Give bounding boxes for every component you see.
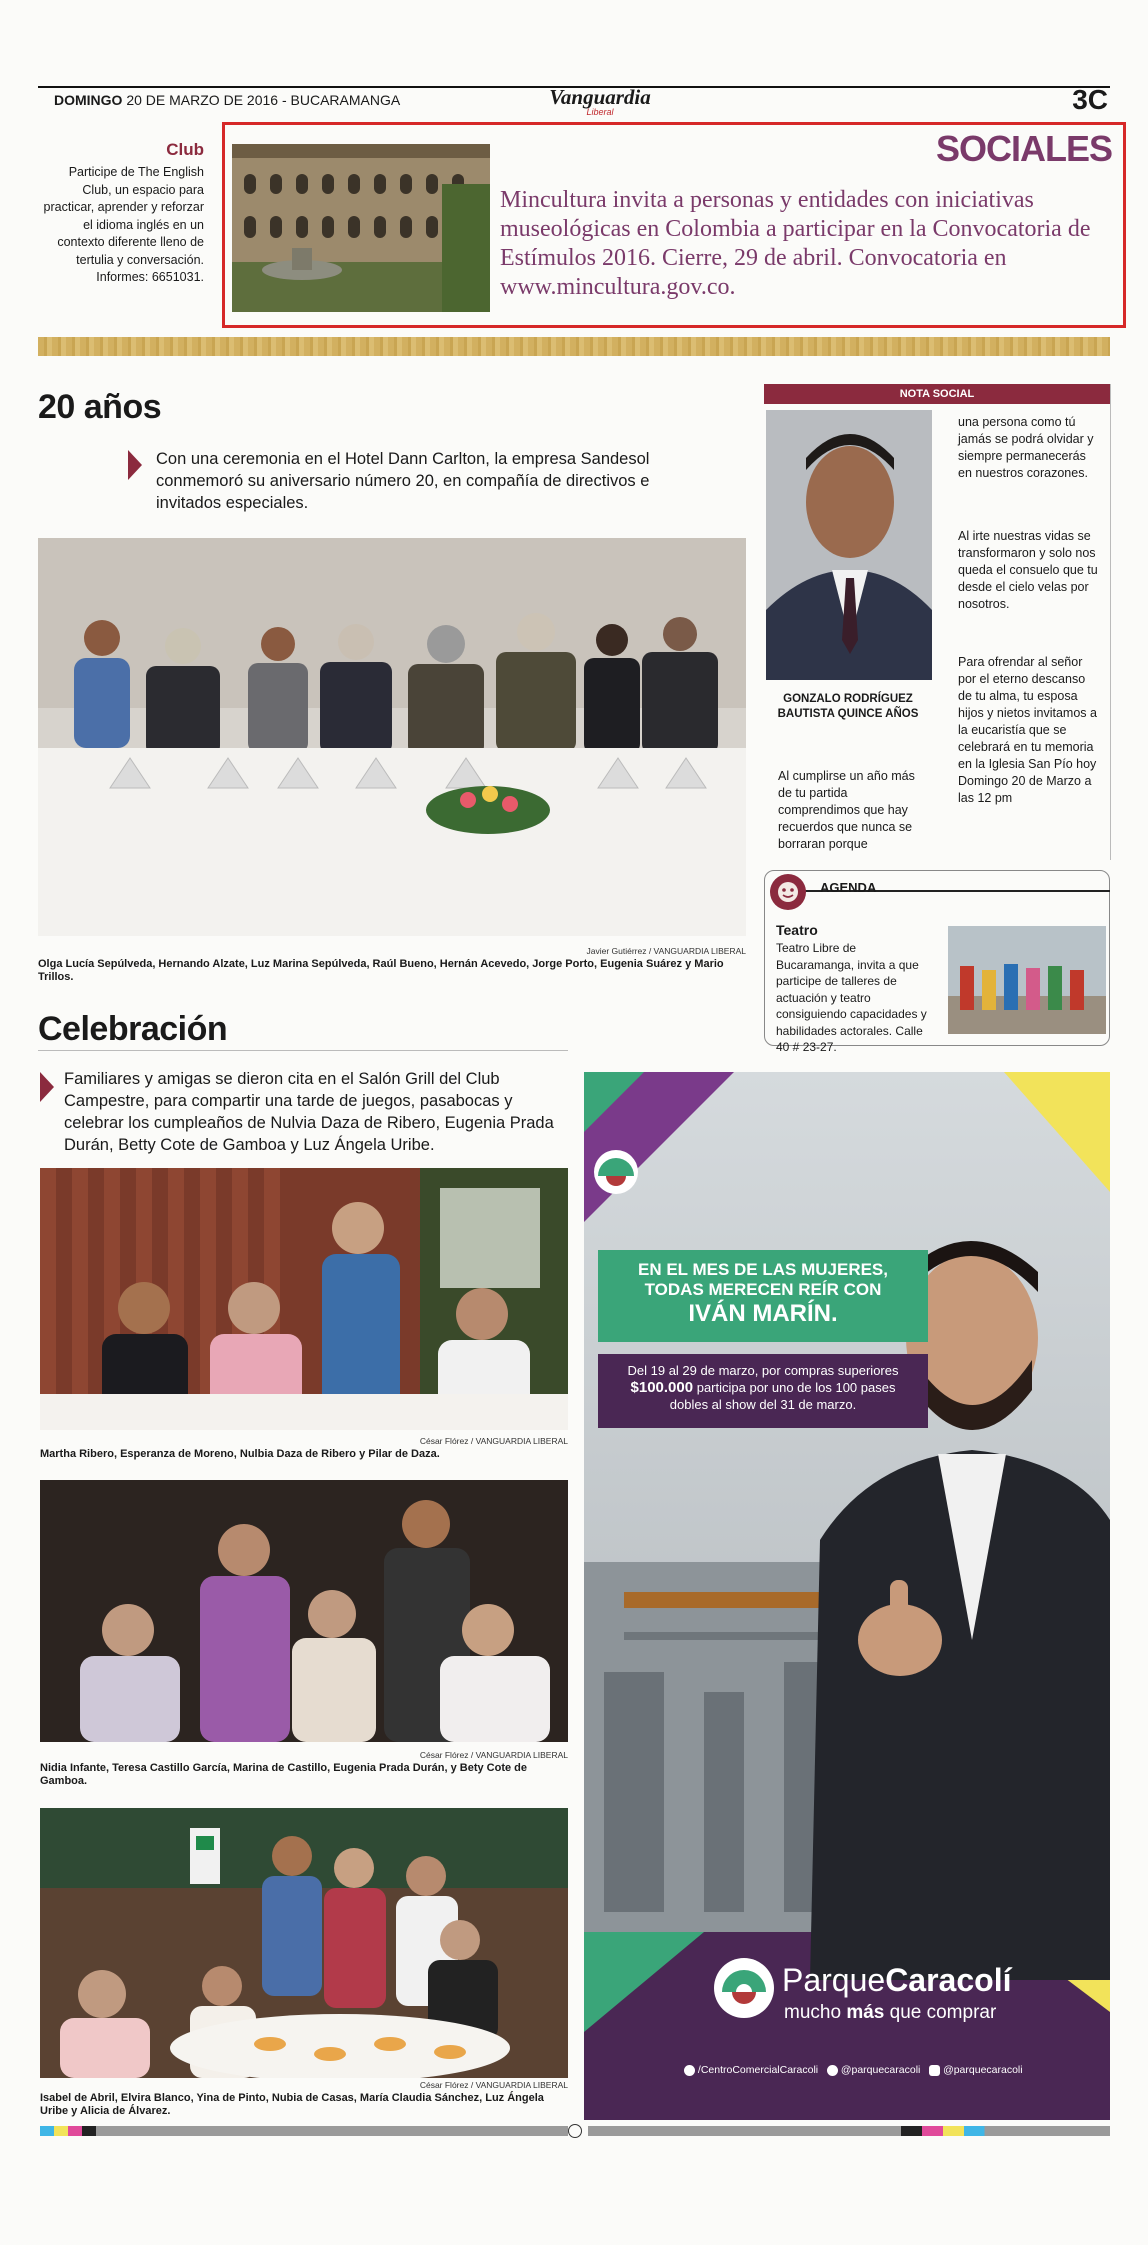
sandesol-group-photo	[38, 538, 746, 936]
nota-social-right-p3: Para ofrendar al señor por el eterno descanso de tu alma, tu esposa hijos y nietos invitamos a la eucaristía que se celebrará en tu memoria en la Iglesia San Pío hoy Domingo 20 de Marzo a las 12 pm	[958, 655, 1097, 805]
ad-tagline	[784, 2002, 996, 2024]
article-20-caption: Olga Lucía Sepúlveda, Hernando Alzate, Luz Marina Sepúlveda, Raúl Bueno, Hernán Acevedo, Jorge Porto, Eugenia Suárez y Mario Trillos.	[38, 958, 724, 983]
celebracion-photo-3-caption: Isabel de Abril, Elvira Blanco, Yina de Pinto, Nubia de Casas, María Claudia Sánchez, Luz Ángela Uribe y Alicia de Álvarez.	[40, 2092, 544, 2117]
gold-band	[38, 337, 1110, 356]
ad-tagline-a: mucho	[784, 2002, 842, 2023]
ad-headline-3: IVÁN MARÍN.	[688, 1300, 838, 1327]
ad-promo-2: participa por uno de los 100 pases	[696, 1380, 896, 1395]
footer-color-bar-right	[588, 2126, 1110, 2136]
ad-promo-3: dobles al show del 31 de marzo.	[669, 1397, 857, 1412]
agenda-theater-icon	[770, 874, 806, 910]
parque-caracoli-ad	[584, 1072, 1110, 2120]
header-date	[54, 92, 400, 108]
celebracion-photo-1	[40, 1168, 568, 1430]
ad-social-2: @parquecaracoli	[840, 2064, 921, 2076]
celebracion-lead: Familiares y amigas se dieron cita en el Salón Grill del Club Campestre, para compartir una tarde de juegos, pasabocas y celebrar los cumpleaños de Nulvia Daza de Ribero, Eugenia Prada Durán, Betty Cote de Gamboa y Luz Ángela Uribe.	[64, 1070, 554, 1154]
celebracion-rule	[38, 1050, 568, 1051]
masthead-logo	[540, 86, 660, 116]
ad-headline-2: TODAS MERECEN REÍR CON	[644, 1280, 882, 1299]
article-20-title: 20 años	[38, 388, 162, 426]
ad-headline-box	[598, 1250, 928, 1342]
footer-color-bar-left	[40, 2126, 568, 2136]
ad-headline-1: EN EL MES DE LAS MUJERES,	[637, 1260, 888, 1279]
celebracion-photo-3	[40, 1808, 568, 2078]
nota-social-left-text: Al cumplirse un año más de tu partida comprendimos que hay recuerdos que nunca se borraran porque	[778, 769, 915, 851]
celebracion-photo-1-credit: César Flórez / VANGUARDIA LIBERAL	[419, 1436, 568, 1446]
celebracion-photo-2-caption: Nidia Infante, Teresa Castillo García, Marina de Castillo, Eugenia Prada Durán, y Bety Cote de Gamboa.	[40, 1762, 527, 1787]
celebracion-title: Celebración	[38, 1010, 228, 1048]
sociales-body: Mincultura invita a personas y entidades con iniciativas museológicas en Colombia a participar en la Convocatoria de Estímulos 2016. Cierre, 29 de abril. Convocatoria en www.mincultura.gov.co.	[500, 187, 1091, 300]
ad-tagline-b: más	[846, 2002, 885, 2023]
celebracion-photo-3-credit: César Flórez / VANGUARDIA LIBERAL	[419, 2080, 568, 2090]
lead-marker-icon	[128, 450, 142, 480]
ad-brand	[782, 1962, 1011, 1999]
club-title: Club	[166, 140, 204, 159]
ad-promo-box	[598, 1354, 928, 1428]
logo-main: Vanguardia	[549, 85, 651, 109]
ad-brand-a: Parque	[782, 1962, 886, 1998]
ad-social-row	[684, 2064, 1023, 2076]
header-date-day: DOMINGO	[54, 92, 123, 108]
agenda-theater-photo	[948, 926, 1106, 1034]
celebracion-photo-2-credit: César Flórez / VANGUARDIA LIBERAL	[419, 1750, 568, 1760]
agenda-title: Teatro	[776, 922, 818, 938]
portrait-photo	[766, 410, 932, 680]
sociales-label: SOCIALES	[935, 128, 1112, 169]
agenda-body: Teatro Libre de Bucaramanga, invita a que participe de talleres de actuación y teatro consiguiendo capacidades y habilidades actorales. Calle 40 # 23-27.	[776, 941, 927, 1054]
agenda-label: AGENDA	[820, 880, 877, 895]
nota-social-label: NOTA SOCIAL	[764, 384, 1110, 404]
ad-brand-b: Caracolí	[885, 1962, 1012, 1998]
article-20-lead: Con una ceremonia en el Hotel Dann Carlton, la empresa Sandesol conmemoró su aniversario número 20, en compañía de directivos e invitados especiales.	[156, 450, 650, 512]
nota-social-right-p1: una persona como tú jamás se podrá olvidar y siempre permanecerás en nuestros corazones.	[958, 415, 1094, 480]
logo-sub: Liberal	[586, 107, 614, 117]
ad-social-3: @parquecaracoli	[943, 2064, 1023, 2076]
nota-social-right-p2: Al irte nuestras vidas se transformaron y solo nos queda el consuelo que tu desde el cielo velas por nosotros.	[958, 529, 1098, 611]
article-20-credit: Javier Gutiérrez / VANGUARDIA LIBERAL	[586, 946, 746, 956]
celebracion-photo-1-caption: Martha Ribero, Esperanza de Moreno, Nulbia Daza de Ribero y Pilar de Daza.	[40, 1448, 440, 1460]
instagram-icon	[929, 2065, 940, 2076]
caracoli-logo-icon	[714, 1958, 774, 2018]
celebracion-photo-2	[40, 1480, 568, 1742]
museum-photo	[232, 144, 490, 312]
club-body: Participe de The English Club, un espacio para practicar, aprender y reforzar el idioma inglés en un contexto diferente lleno de tertulia y conversación. Informes: 6651031.	[43, 165, 204, 284]
facebook-icon	[684, 2065, 695, 2076]
registration-mark-icon	[568, 2124, 582, 2138]
ad-promo-1: Del 19 al 29 de marzo, por compras superiores	[627, 1363, 899, 1378]
lead-marker-icon	[40, 1072, 54, 1102]
nota-social-name: GONZALO RODRÍGUEZ BAUTISTA QUINCE AÑOS	[777, 693, 919, 720]
header-date-rest: 20 DE MARZO DE 2016 - BUCARAMANGA	[126, 92, 401, 108]
ad-social-1: /CentroComercialCaracoli	[697, 2064, 819, 2076]
ad-tagline-c: que comprar	[889, 2002, 997, 2023]
twitter-icon	[827, 2065, 838, 2076]
ad-promo-amount: $100.000	[630, 1379, 694, 1396]
page-number: 3C	[1072, 84, 1108, 115]
